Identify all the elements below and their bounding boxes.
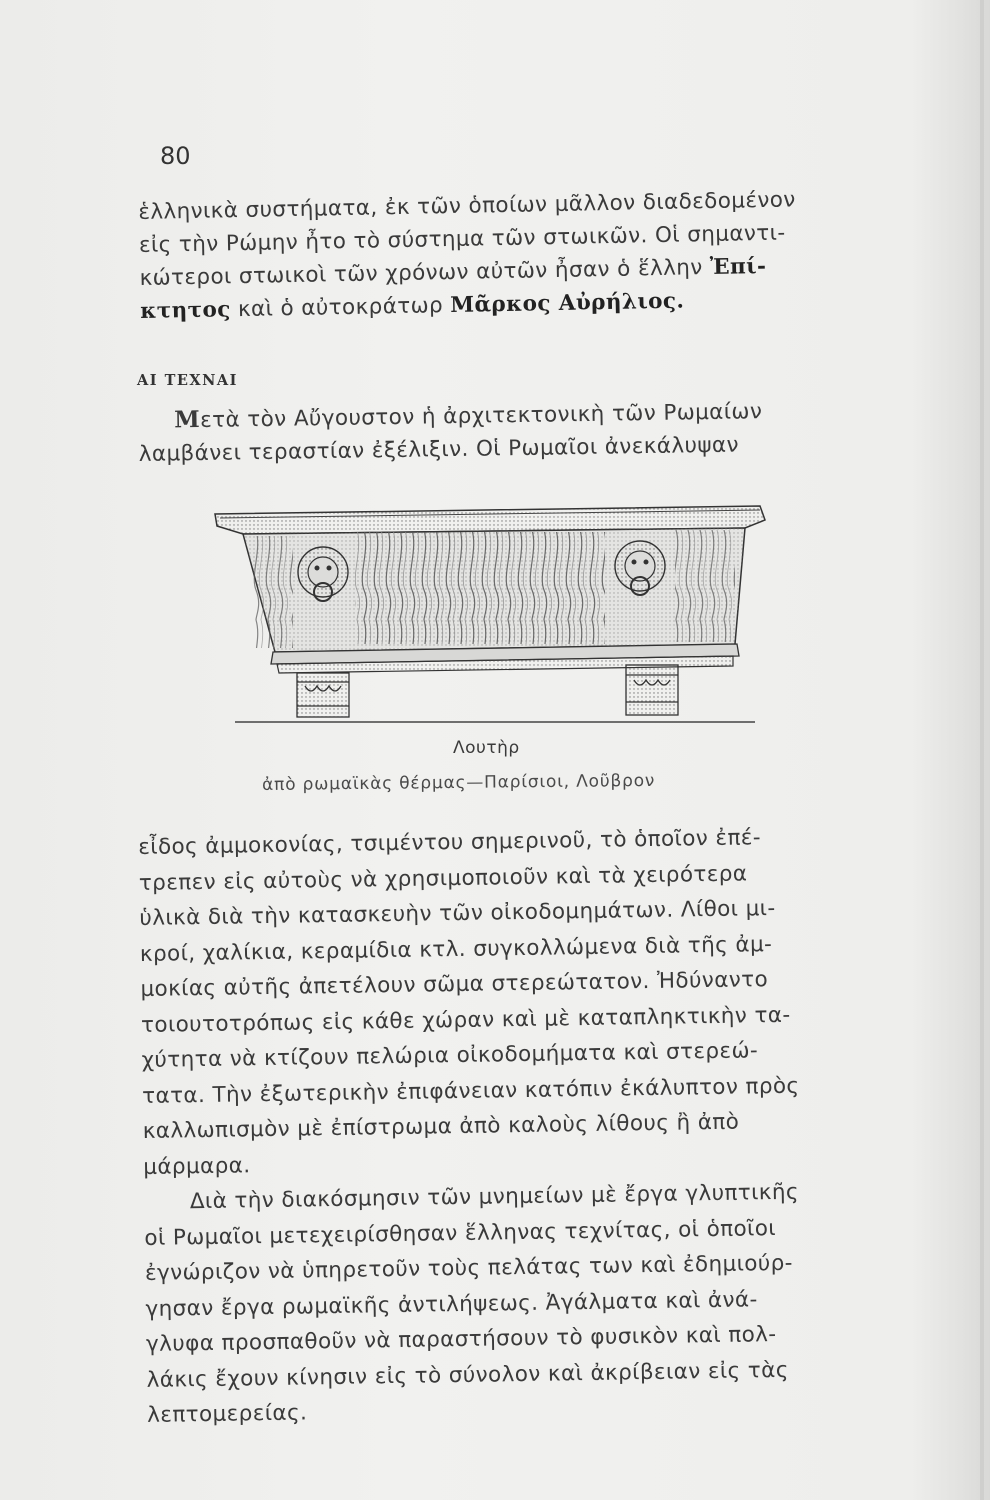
figure-caption: ἀπὸ ρωμαϊκὰς θέρμας—Παρίσιοι, Λοῦβρον bbox=[262, 770, 656, 795]
body-line: οἱ Ρωμαῖοι μετεχειρίσθησαν ἕλληνας τεχνίτας, οἱ ὁποῖοι bbox=[144, 1215, 777, 1251]
body-line: ὑλικὰ διὰ τὴν κατασκευὴν τῶν οἰκοδομημάτων. Λίθοι μι- bbox=[139, 895, 776, 931]
body-line: τοιουτοτρόπως εἰς κάθε χώραν καὶ μὲ καταπληκτικὴν τα- bbox=[140, 1002, 791, 1038]
page-number: 80 bbox=[160, 142, 191, 170]
page-edge bbox=[980, 0, 984, 1500]
body-line: Διὰ τὴν διακόσμησιν τῶν μνημείων μὲ ἔργα γλυπτικῆς bbox=[189, 1179, 800, 1215]
body-line: γησαν ἔργα ρωμαϊκῆς ἀντιλήψεως. Ἀγάλματα καὶ ἀνά- bbox=[145, 1286, 758, 1322]
intro-line-3-text: κώτεροι στωικοὶ τῶν χρόνων αὐτῶν ἦσαν ὁ ἕλλην bbox=[139, 255, 711, 291]
body-line: λάκις ἔχουν κίνησιν εἰς τὸ σύνολον καὶ ἀκρίβειαν εἰς τὰς bbox=[146, 1357, 789, 1393]
intro-line-1: ἑλληνικὰ συστήματα, ἐκ τῶν ὁποίων μᾶλλον διαδεδομένον bbox=[138, 187, 796, 225]
body-paragraph bbox=[138, 818, 887, 1433]
bathtub-illustration bbox=[205, 492, 775, 732]
body-line: γλυφα προσπαθοῦν νὰ παραστήσουν τὸ φυσικὸν καὶ πολ- bbox=[145, 1322, 777, 1357]
body-line: καλλωπισμὸν μὲ ἐπίστρωμα ἀπὸ καλοὺς λίθους ἢ ἀπὸ bbox=[142, 1109, 740, 1144]
body-line: τατα. Τὴν ἐξωτερικὴν ἐπιφάνειαν κατόπιν ἐκάλυπτον πρὸς bbox=[141, 1073, 800, 1109]
arts-line-2: λαμβάνει τεραστίαν ἐξέλιξιν. Οἱ Ρωμαῖοι ἀνεκάλυψαν bbox=[138, 432, 740, 467]
intro-paragraph bbox=[138, 182, 880, 328]
body-line: χύτητα νὰ κτίζουν πελώρια οἰκοδομήματα καὶ στερεώ- bbox=[141, 1038, 759, 1073]
foot-left bbox=[297, 673, 349, 717]
body-line: μοκίας αὐτῆς ἀπετέλουν σῶμα στερεώτατον. Ἠδύναντο bbox=[140, 967, 769, 1002]
body-line: κροί, χαλίκια, κεραμίδια κτλ. συγκολλώμενα διὰ τῆς ἀμ- bbox=[139, 931, 773, 967]
epictetus-name-part2: κτητος bbox=[139, 297, 231, 324]
initial-letter: Μ bbox=[174, 406, 201, 434]
body-line: λεπτομερείας. bbox=[147, 1400, 308, 1428]
intro-line-2: εἰς τὴν Ρώμην ἦτο τὸ σύστημα τῶν στωικῶν. Οἱ σημαντι- bbox=[138, 220, 786, 258]
body-line: τρεπεν εἰς αὐτοὺς νὰ χρησιμοποιοῦν καὶ τὰ χειρότερα bbox=[138, 860, 748, 896]
body-line: εἶδος ἀμμοκονίας, τσιμέντου σημερινοῦ, τὸ ὁποῖον ἐπέ- bbox=[138, 825, 762, 860]
section-heading: ΑΙ ΤΕΧΝΑΙ bbox=[137, 372, 238, 389]
marcus-aurelius-name: Μᾶρκος Αὐρήλιος. bbox=[450, 288, 685, 319]
body-line: μάρμαρα. bbox=[143, 1152, 251, 1180]
figure-title: Λουτὴρ bbox=[453, 738, 520, 758]
arts-line-1-text: ετὰ τὸν Αὔγουστον ἡ ἀρχιτεκτονικὴ τῶν Ρωμαίων bbox=[199, 399, 763, 434]
intro-line-4-text: καὶ ὁ αὐτοκράτωρ bbox=[230, 293, 451, 323]
epictetus-name-part1: Ἐπί- bbox=[709, 253, 767, 281]
foot-right bbox=[626, 665, 678, 715]
body-line: ἐγνώριζον νὰ ὑπηρετοῦν τοὺς πελάτας των καὶ ἐδημιούρ- bbox=[144, 1250, 794, 1286]
arts-paragraph bbox=[138, 392, 879, 471]
